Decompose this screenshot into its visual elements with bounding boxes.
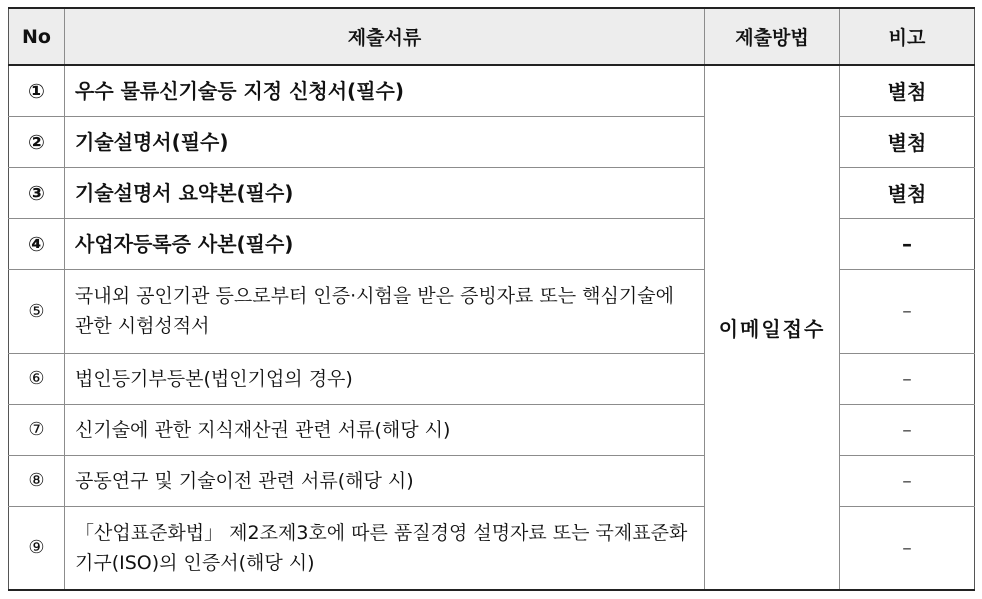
document-name: 「산업표준화법」 제2조제3호에 따른 품질경영 설명자료 또는 국제표준화기구(ISO)의 인증서(해당 시) <box>65 506 705 590</box>
header-method: 제출방법 <box>705 8 840 65</box>
row-number: ① <box>9 65 65 116</box>
row-number: ④ <box>9 218 65 269</box>
submission-method: 이메일접수 <box>705 65 840 590</box>
row-number: ③ <box>9 167 65 218</box>
document-name: 기술설명서 요약본(필수) <box>65 167 705 218</box>
submission-documents-table <box>8 7 975 591</box>
remark: – <box>840 506 975 590</box>
remark: – <box>840 455 975 506</box>
document-name: 신기술에 관한 지식재산권 관련 서류(해당 시) <box>65 404 705 455</box>
row-number: ⑧ <box>9 455 65 506</box>
header-documents: 제출서류 <box>65 8 705 65</box>
row-number: ⑤ <box>9 269 65 353</box>
remark: – <box>840 269 975 353</box>
row-number: ⑦ <box>9 404 65 455</box>
document-name: 기술설명서(필수) <box>65 116 705 167</box>
document-name: 공동연구 및 기술이전 관련 서류(해당 시) <box>65 455 705 506</box>
remark: – <box>840 353 975 404</box>
row-number: ② <box>9 116 65 167</box>
table-row <box>9 65 975 116</box>
header-remarks: 비고 <box>840 8 975 65</box>
header-no: No <box>9 8 65 65</box>
remark: – <box>840 404 975 455</box>
remark: 별첨 <box>840 116 975 167</box>
table-header-row <box>9 8 975 65</box>
row-number: ⑨ <box>9 506 65 590</box>
remark: 별첨 <box>840 65 975 116</box>
document-name: 사업자등록증 사본(필수) <box>65 218 705 269</box>
documents-table-container <box>8 7 975 591</box>
row-number: ⑥ <box>9 353 65 404</box>
document-name: 우수 물류신기술등 지정 신청서(필수) <box>65 65 705 116</box>
remark: – <box>840 218 975 269</box>
remark: 별첨 <box>840 167 975 218</box>
document-name: 법인등기부등본(법인기업의 경우) <box>65 353 705 404</box>
document-name: 국내외 공인기관 등으로부터 인증·시험을 받은 증빙자료 또는 핵심기술에 관한 시험성적서 <box>65 269 705 353</box>
